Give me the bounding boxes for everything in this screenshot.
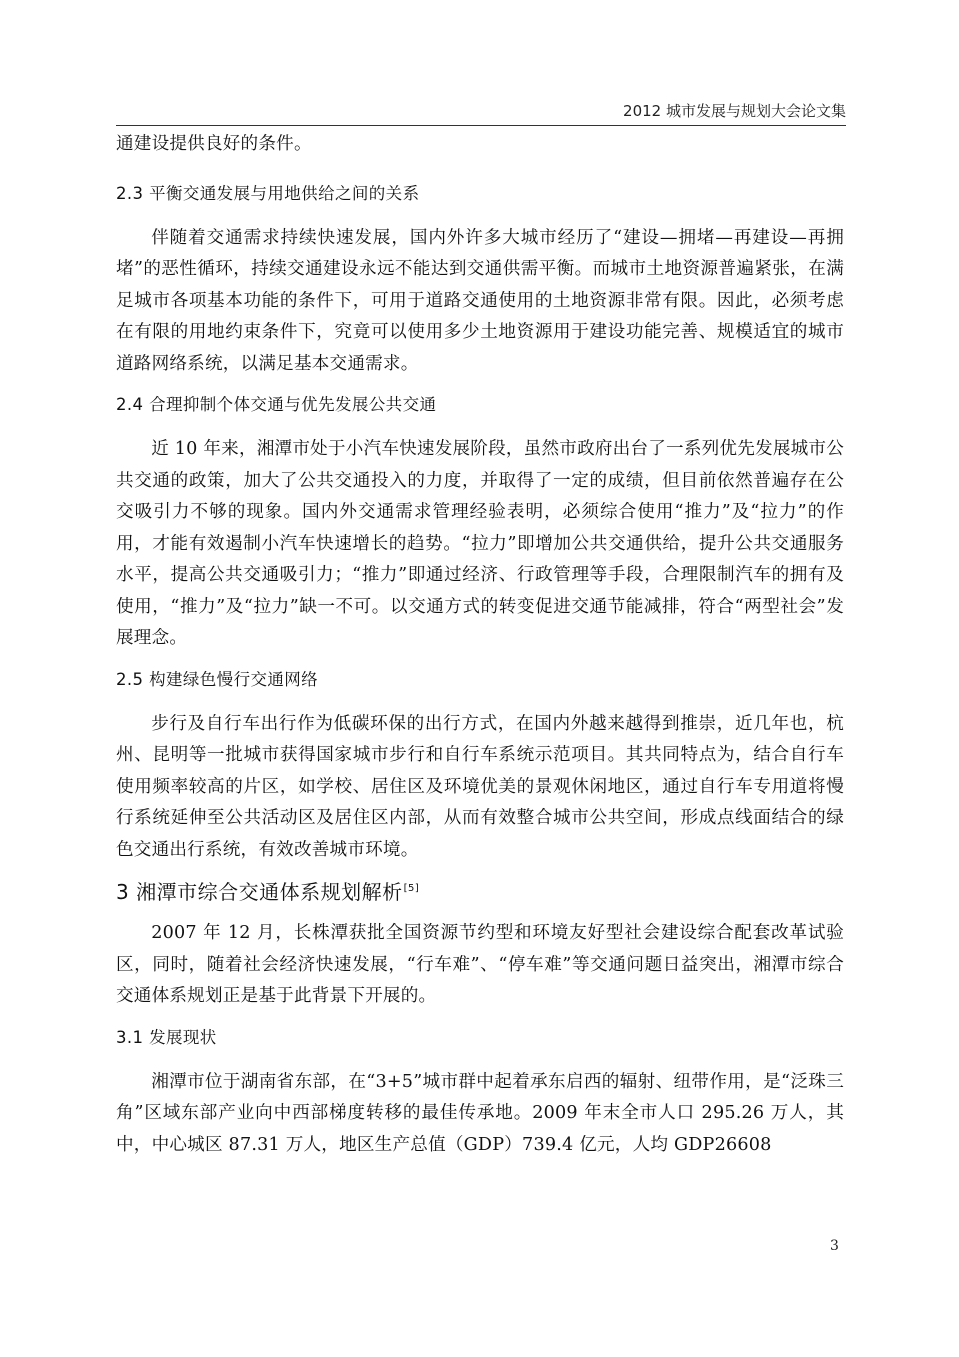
section-heading-2-5: 2.5 构建绿色慢行交通网络 [116,669,319,689]
header-rule [116,125,846,126]
section-paragraph-2-3: 伴随着交通需求持续快速发展，国内外许多大城市经历了“建设—拥堵—再建设—再拥堵”的恶性循环，持续交通建设永远不能达到交通供需平衡。而城市土地资源普遍紧张，在满足城市各项基本功能的条件下，可用于道路交通使用的土地资源非常有限。因此，必须考虑在有限的用地约束条件下，究竟可以使用多少土地资源用于建设功能完善、规模适宜的城市道路网络系统，以满足基本交通需求。 [116,227,844,374]
section-paragraph-2-5: 步行及自行车出行作为低碳环保的出行方式，在国内外越来越得到推崇，近几年也，杭州、昆明等一批城市获得国家城市步行和自行车系统示范项目。其共同特点为，结合自行车使用频率较高的片区，如学校、居住区及环境优美的景观休闲地区，通过自行车专用道将慢行系统延伸至公共活动区及居住区内部，从而有效整合城市公共空间，形成点线面结合的绿色交通出行系统，有效改善城市环境。 [116,713,844,860]
section-heading-3-text: 3 湘潭市综合交通体系规划解析 [116,880,403,904]
section-heading-2-3: 2.3 平衡交通发展与用地供给之间的关系 [116,183,420,203]
continued-paragraph: 通建设提供良好的条件。 [116,134,312,154]
page-number: 3 [830,1238,839,1254]
section-paragraph-3: 2007 年 12 月，长株潭获批全国资源节约型和环境友好型社会建设综合配套改革试验区，同时，随着社会经济快速发展，“行车难”、“停车难”等交通问题日益突出，湘潭市综合交通体系规划正是基于此背景下开展的。 [116,923,844,1006]
running-header: 2012 城市发展与规划大会论文集 [623,102,846,120]
section-paragraph-2-4: 近 10 年来，湘潭市处于小汽车快速发展阶段，虽然市政府出台了一系列优先发展城市公共交通的政策，加大了公共交通投入的力度，并取得了一定的成绩，但目前依然普遍存在公交吸引力不够的现象。国内外交通需求管理经验表明，必须综合使用“推力”及“拉力”的作用，才能有效遏制小汽车快速增长的趋势。“拉力”即增加公共交通供给，提升公共交通服务水平，提高公共交通吸引力；“推力”即通过经济、行政管理等手段，合理限制汽车的拥有及使用，“推力”及“拉力”缺一不可。以交通方式的转变促进交通节能减排，符合“两型社会”发展理念。 [116,439,844,648]
section-paragraph-3-1: 湘潭市位于湖南省东部，在“3+5”城市群中起着承东启西的辐射、纽带作用，是“泛珠三角”区域东部产业向中西部梯度转移的最佳传承地。2009 年末全市人口 295.26 万人，其中，中心城区 87.31 万人，地区生产总值（GDP）739.4 亿元，人均 GDP26608 [116,1071,844,1155]
citation-ref: [5] [403,883,420,895]
section-heading-3 [116,878,844,906]
section-heading-3-1: 3.1 发展现状 [116,1027,217,1047]
page-body [116,129,844,1161]
section-heading-2-4: 2.4 合理抑制个体交通与优先发展公共交通 [116,395,437,414]
